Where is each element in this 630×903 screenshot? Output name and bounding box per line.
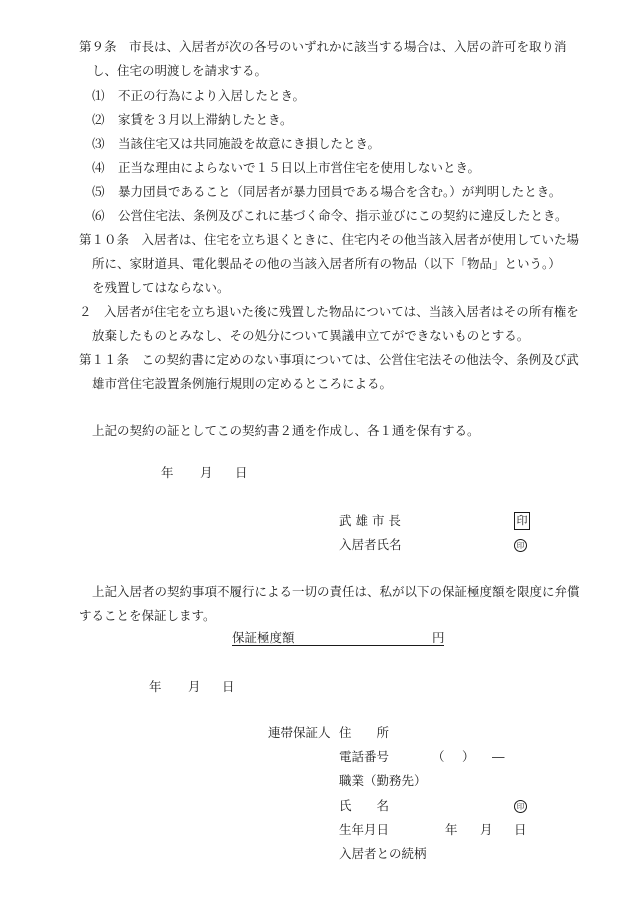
birth-month: 月 (480, 822, 493, 837)
item-number: ⑵ (92, 112, 105, 127)
article9-item (92, 88, 305, 104)
birth-year: 年 (445, 822, 458, 837)
date1-month: 月 (200, 465, 213, 480)
item-number: ⑹ (92, 208, 105, 223)
article11-line1: 第１１条 この契約書に定めのない事項については、公営住宅法その他法令、条例及び武 (79, 352, 579, 367)
limit-unit: 円 (432, 630, 445, 645)
date2-day: 日 (222, 679, 235, 694)
item-text: 正当な理由によらないで１５日以上市営住宅を使用しないとき。 (118, 160, 481, 175)
guarantor-name-label: 氏 名 (339, 798, 390, 813)
article9-heading: 第９条 市長は、入居者が次の各号のいずれかに該当する場合は、入居の許可を取り消 (79, 39, 567, 54)
article9-item (92, 184, 561, 200)
guarantor-phone-label: 電話番号 (339, 749, 390, 764)
item-text: 暴力団員であること（同居者が暴力団員である場合を含む。）が判明したとき。 (118, 184, 562, 199)
guarantor-role: 連帯保証人 (268, 725, 331, 740)
item-number: ⑷ (92, 160, 105, 175)
item-text: 家賃を３月以上滞納したとき。 (118, 112, 293, 127)
guarantee-line2: することを保証します。 (79, 608, 216, 623)
guarantor-seal: 印 (514, 800, 527, 813)
guarantor-occupation-label: 職業（勤務先） (339, 773, 427, 788)
article9-item (92, 208, 568, 224)
limit-label: 保証極度額 (232, 630, 295, 645)
item-number: ⑸ (92, 184, 105, 199)
phone-dash: ― (492, 749, 505, 764)
item-text: 公営住宅法、条例及びこれに基づく命令、指示並びにこの契約に違反したとき。 (118, 208, 568, 223)
tenant-seal: 印 (514, 539, 527, 552)
article10-line2: 所に、家財道具、電化製品その他の当該入居者所有の物品（以下「物品」という。） (92, 256, 561, 271)
mayor-label: 武 雄 市 長 (339, 513, 401, 528)
birth-day: 日 (514, 822, 527, 837)
article9-item (92, 112, 293, 128)
article10-para2-line2: 放棄したものとみなし、その処分について異議申立てができないものとする。 (92, 328, 530, 343)
phone-paren-close: ） (462, 749, 475, 764)
article11-line2: 雄市営住宅設置条例施行規則の定めるところによる。 (92, 376, 393, 391)
item-number: ⑶ (92, 136, 105, 151)
tenant-name-label: 入居者氏名 (339, 537, 402, 552)
date2-month: 月 (188, 679, 201, 694)
guarantor-relation-label: 入居者との続柄 (339, 846, 427, 861)
article10-line1: 第１０条 入居者は、住宅を立ち退くときに、住宅内その他当該入居者が使用していた場 (79, 232, 580, 247)
proof-statement: 上記の契約の証としてこの契約書２通を作成し、各１通を保有する。 (92, 423, 480, 438)
seal-box: 印 (514, 512, 530, 530)
item-text: 当該住宅又は共同施設を故意にき損したとき。 (118, 136, 381, 151)
guarantor-birth-label: 生年月日 (339, 822, 390, 837)
article9-item (92, 136, 380, 152)
date1-day: 日 (235, 465, 248, 480)
item-number: ⑴ (92, 88, 105, 103)
item-text: 不正の行為により入居したとき。 (118, 88, 306, 103)
guarantee-line1: 上記入居者の契約事項不履行による一切の責任は、私が以下の保証極度額を限度に弁償 (92, 584, 580, 599)
article10-para2-line1: ２ 入居者が住宅を立ち退いた後に残置した物品については、当該入居者はその所有権を (79, 304, 579, 319)
article9-continuation: し、住宅の明渡しを請求する。 (92, 63, 268, 78)
article9-item (92, 160, 480, 176)
date1-year: 年 (161, 465, 174, 480)
article10-line3: を残置してはならない。 (92, 280, 230, 295)
phone-paren-open: （ (432, 749, 445, 764)
date2-year: 年 (149, 679, 162, 694)
guarantor-address-label: 住 所 (339, 725, 390, 740)
